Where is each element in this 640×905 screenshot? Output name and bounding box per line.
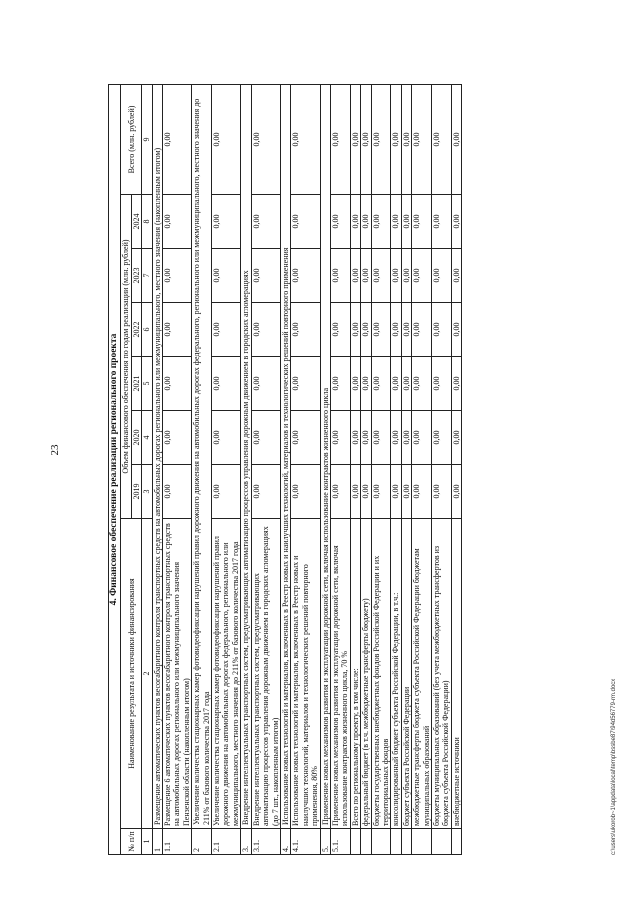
- value-cell: 0,00: [391, 303, 401, 357]
- value-cell: 0,00: [361, 357, 371, 411]
- value-cell: 0,00: [371, 84, 391, 194]
- value-cell: 0,00: [412, 249, 432, 303]
- value-cell: 0,00: [212, 357, 241, 411]
- value-cell: 0,00: [432, 195, 452, 249]
- row-name: межбюджетные трансферты бюджета субъекта Российской Федерации бюджетам муниципальных образований: [412, 519, 432, 829]
- section-text: Применение новых механизмов развития и эксплуатации дорожной сети, включая использование контрактов жизненного цикла: [320, 84, 330, 828]
- file-path-footer: c:\users\ukorob~1\appdata\local\temp\bssbe87\94d56779-rm.docx: [611, 678, 617, 855]
- row-number: 3.1.: [251, 829, 280, 855]
- table-row: [361, 84, 371, 854]
- section-row: [152, 84, 162, 854]
- value-cell: 0,00: [401, 357, 411, 411]
- year-header: 2020: [131, 411, 141, 465]
- value-cell: 0,00: [163, 195, 192, 249]
- row-number: 5.1.: [330, 829, 350, 855]
- value-cell: 0,00: [251, 249, 280, 303]
- value-cell: 0,00: [451, 249, 461, 303]
- value-cell: 0,00: [212, 465, 241, 519]
- value-cell: 0,00: [251, 465, 280, 519]
- header-name: Наименование результата и источники финансирования: [121, 519, 142, 829]
- row-name: Применение новых механизмов развития и эксплуатации дорожной сети, включая использование контрактов жизненного цикла, 70 %: [330, 519, 350, 829]
- value-cell: 0,00: [371, 303, 391, 357]
- value-cell: 0,00: [371, 465, 391, 519]
- header-num: № п/п: [121, 829, 142, 855]
- value-cell: 0,00: [401, 195, 411, 249]
- value-cell: 0,00: [412, 411, 432, 465]
- value-cell: 0,00: [291, 357, 320, 411]
- value-cell: 0,00: [163, 249, 192, 303]
- value-cell: 0,00: [251, 357, 280, 411]
- value-cell: 0,00: [291, 249, 320, 303]
- section-row: [192, 84, 212, 854]
- value-cell: 0,00: [291, 465, 320, 519]
- row-number: 2: [192, 829, 212, 855]
- page-number: 23: [49, 444, 61, 456]
- section-row: [320, 84, 330, 854]
- value-cell: 0,00: [350, 249, 360, 303]
- value-cell: 0,00: [412, 357, 432, 411]
- value-cell: 0,00: [163, 465, 192, 519]
- value-cell: 0,00: [451, 303, 461, 357]
- row-name: Увеличение количества стационарных камер фотовидеофиксации нарушений правил дорожного движения на автомобильных дорогах федерального, регионального или межмуниципального, местного значения до 211% от базового количества 2017 года: [212, 519, 241, 829]
- year-header: 2022: [131, 303, 141, 357]
- value-cell: 0,00: [291, 303, 320, 357]
- value-cell: 0,00: [350, 357, 360, 411]
- row-number: 1: [152, 829, 162, 855]
- value-cell: 0,00: [451, 465, 461, 519]
- value-cell: 0,00: [163, 357, 192, 411]
- section-row: [280, 84, 290, 854]
- value-cell: 0,00: [251, 411, 280, 465]
- value-cell: 0,00: [371, 249, 391, 303]
- value-cell: 0,00: [330, 465, 350, 519]
- value-cell: 0,00: [432, 303, 452, 357]
- value-cell: 0,00: [350, 84, 360, 194]
- value-cell: 0,00: [163, 411, 192, 465]
- year-header: 2019: [131, 465, 141, 519]
- row-name: Внедрение интеллектуальных транспортных систем, предусматривающих автоматизацию процессов управления дорожным движением в городских агломерациях (до 7 шт., накопленным итогом): [251, 519, 280, 829]
- section-text: Использование новых технологий и материалов, включенных в Реестр новых и наилучших технологий, материалов и технологических решений повторного применения: [280, 84, 290, 828]
- value-cell: 0,00: [451, 195, 461, 249]
- row-number: [371, 829, 391, 855]
- value-cell: 0,00: [432, 357, 452, 411]
- value-cell: 0,00: [212, 249, 241, 303]
- value-cell: 0,00: [212, 303, 241, 357]
- row-number: [412, 829, 432, 855]
- value-cell: 0,00: [412, 465, 432, 519]
- row-name: Использование новых технологий и материалов, включенных в Реестр новых и наилучших технологий, материалов и технологических решений повторного применения, 80%: [291, 519, 320, 829]
- year-header: 2023: [131, 249, 141, 303]
- value-cell: 0,00: [291, 84, 320, 194]
- value-cell: 0,00: [361, 249, 371, 303]
- section-text: Увеличение количества стационарных камер фотовидеофиксации нарушений правил дорожного движения на автомобильных дорогах федерального, регионального или межмуниципального, местного значения до 211% от базового количества 2017 года: [192, 84, 212, 828]
- value-cell: 0,00: [291, 195, 320, 249]
- table-row: [163, 84, 192, 854]
- value-cell: 0,00: [330, 411, 350, 465]
- section-row: [241, 84, 251, 854]
- year-header: 2024: [131, 195, 141, 249]
- value-cell: 0,00: [412, 84, 432, 194]
- header-total: Всего (млн. рублей): [121, 84, 142, 194]
- row-number: [401, 829, 411, 855]
- value-cell: 0,00: [432, 249, 452, 303]
- value-cell: 0,00: [361, 465, 371, 519]
- row-name: Всего по региональному проекту, в том числе:: [350, 519, 360, 829]
- finance-table: [108, 84, 462, 855]
- value-cell: 0,00: [391, 357, 401, 411]
- column-index: 3: [142, 465, 152, 519]
- value-cell: 0,00: [401, 411, 411, 465]
- row-name: бюджеты государственных внебюджетных фондов Российской Федерации и их территориальных фондов: [371, 519, 391, 829]
- row-number: [350, 829, 360, 855]
- column-index: 7: [142, 249, 152, 303]
- row-number: [451, 829, 461, 855]
- value-cell: 0,00: [432, 465, 452, 519]
- column-index: 8: [142, 195, 152, 249]
- value-cell: 0,00: [391, 249, 401, 303]
- row-number: 4.1.: [291, 829, 320, 855]
- value-cell: 0,00: [350, 411, 360, 465]
- table-row: [432, 84, 452, 854]
- table-title: 4. Финансовое обеспечение реализации регионального проекта: [109, 84, 121, 854]
- value-cell: 0,00: [163, 303, 192, 357]
- table-row: [391, 84, 401, 854]
- column-index: 1: [142, 829, 152, 855]
- value-cell: 0,00: [163, 84, 192, 194]
- value-cell: 0,00: [330, 303, 350, 357]
- row-name: Размещение 6 автоматических пунктов весогабаритного контроля транспортных средств на автомобильных дорогах регионального или межмуниципального значения Пензенской области (накопленным итогом): [163, 519, 192, 829]
- value-cell: 0,00: [212, 411, 241, 465]
- column-index: 2: [142, 519, 152, 829]
- table-row: [371, 84, 391, 854]
- value-cell: 0,00: [412, 195, 432, 249]
- value-cell: 0,00: [401, 249, 411, 303]
- value-cell: 0,00: [350, 195, 360, 249]
- row-number: [361, 829, 371, 855]
- value-cell: 0,00: [212, 195, 241, 249]
- value-cell: 0,00: [350, 465, 360, 519]
- table-row: [330, 84, 350, 854]
- row-number: 2.1: [212, 829, 241, 855]
- value-cell: 0,00: [330, 84, 350, 194]
- column-index: 9: [142, 84, 152, 194]
- value-cell: 0,00: [412, 303, 432, 357]
- row-number: 4.: [280, 829, 290, 855]
- value-cell: 0,00: [251, 195, 280, 249]
- value-cell: 0,00: [391, 411, 401, 465]
- value-cell: 0,00: [330, 357, 350, 411]
- section-text: Внедрение интеллектуальных транспортных систем, предусматривающих автоматизацию процессов управления дорожным движением в городских агломерациях: [241, 84, 251, 828]
- value-cell: 0,00: [361, 411, 371, 465]
- table-row: [212, 84, 241, 854]
- value-cell: 0,00: [391, 465, 401, 519]
- header-years-group: Объем финансового обеспечения по годам реализации (млн. рублей): [121, 195, 131, 519]
- value-cell: 0,00: [401, 303, 411, 357]
- value-cell: 0,00: [361, 303, 371, 357]
- value-cell: 0,00: [451, 357, 461, 411]
- row-number: 5.: [320, 829, 330, 855]
- value-cell: 0,00: [451, 84, 461, 194]
- row-name: консолидированный бюджет субъекта Российской Федерации, в т.ч.:: [391, 519, 401, 829]
- table-row: [401, 84, 411, 854]
- value-cell: 0,00: [391, 84, 401, 194]
- value-cell: 0,00: [401, 84, 411, 194]
- value-cell: 0,00: [350, 303, 360, 357]
- year-header: 2021: [131, 357, 141, 411]
- table-row: [451, 84, 461, 854]
- value-cell: 0,00: [432, 84, 452, 194]
- table-row: [251, 84, 280, 854]
- value-cell: 0,00: [401, 465, 411, 519]
- value-cell: 0,00: [371, 411, 391, 465]
- row-number: 3.: [241, 829, 251, 855]
- value-cell: 0,00: [432, 411, 452, 465]
- column-index: 6: [142, 303, 152, 357]
- table-row: [412, 84, 432, 854]
- row-name: внебюджетные источники: [451, 519, 461, 829]
- value-cell: 0,00: [371, 195, 391, 249]
- value-cell: 0,00: [330, 249, 350, 303]
- value-cell: 0,00: [391, 195, 401, 249]
- row-number: 1.1: [163, 829, 192, 855]
- value-cell: 0,00: [330, 195, 350, 249]
- row-number: [391, 829, 401, 855]
- row-name: бюджеты муниципальных образований (без учета межбюджетных трансфертов из бюджета субъекта Российской Федерации): [432, 519, 452, 829]
- value-cell: 0,00: [251, 84, 280, 194]
- column-index: 5: [142, 357, 152, 411]
- row-number: [432, 829, 452, 855]
- value-cell: 0,00: [371, 357, 391, 411]
- value-cell: 0,00: [212, 84, 241, 194]
- value-cell: 0,00: [361, 195, 371, 249]
- value-cell: 0,00: [251, 303, 280, 357]
- rotated-page-content: [108, 85, 617, 855]
- table-row: [291, 84, 320, 854]
- column-index: 4: [142, 411, 152, 465]
- table-row: [350, 84, 360, 854]
- row-name: федеральный бюджет (в т.ч. межбюджетные трансферты бюджету): [361, 519, 371, 829]
- value-cell: 0,00: [361, 84, 371, 194]
- row-name: бюджет субъекта Российской Федерации: [401, 519, 411, 829]
- value-cell: 0,00: [451, 411, 461, 465]
- section-text: Размещение автоматических пунктов весогабаритного контроля транспортных средств на автомобильных дорогах регионального или межмуниципального, местного значения (накопленным итогом): [152, 84, 162, 828]
- value-cell: 0,00: [291, 411, 320, 465]
